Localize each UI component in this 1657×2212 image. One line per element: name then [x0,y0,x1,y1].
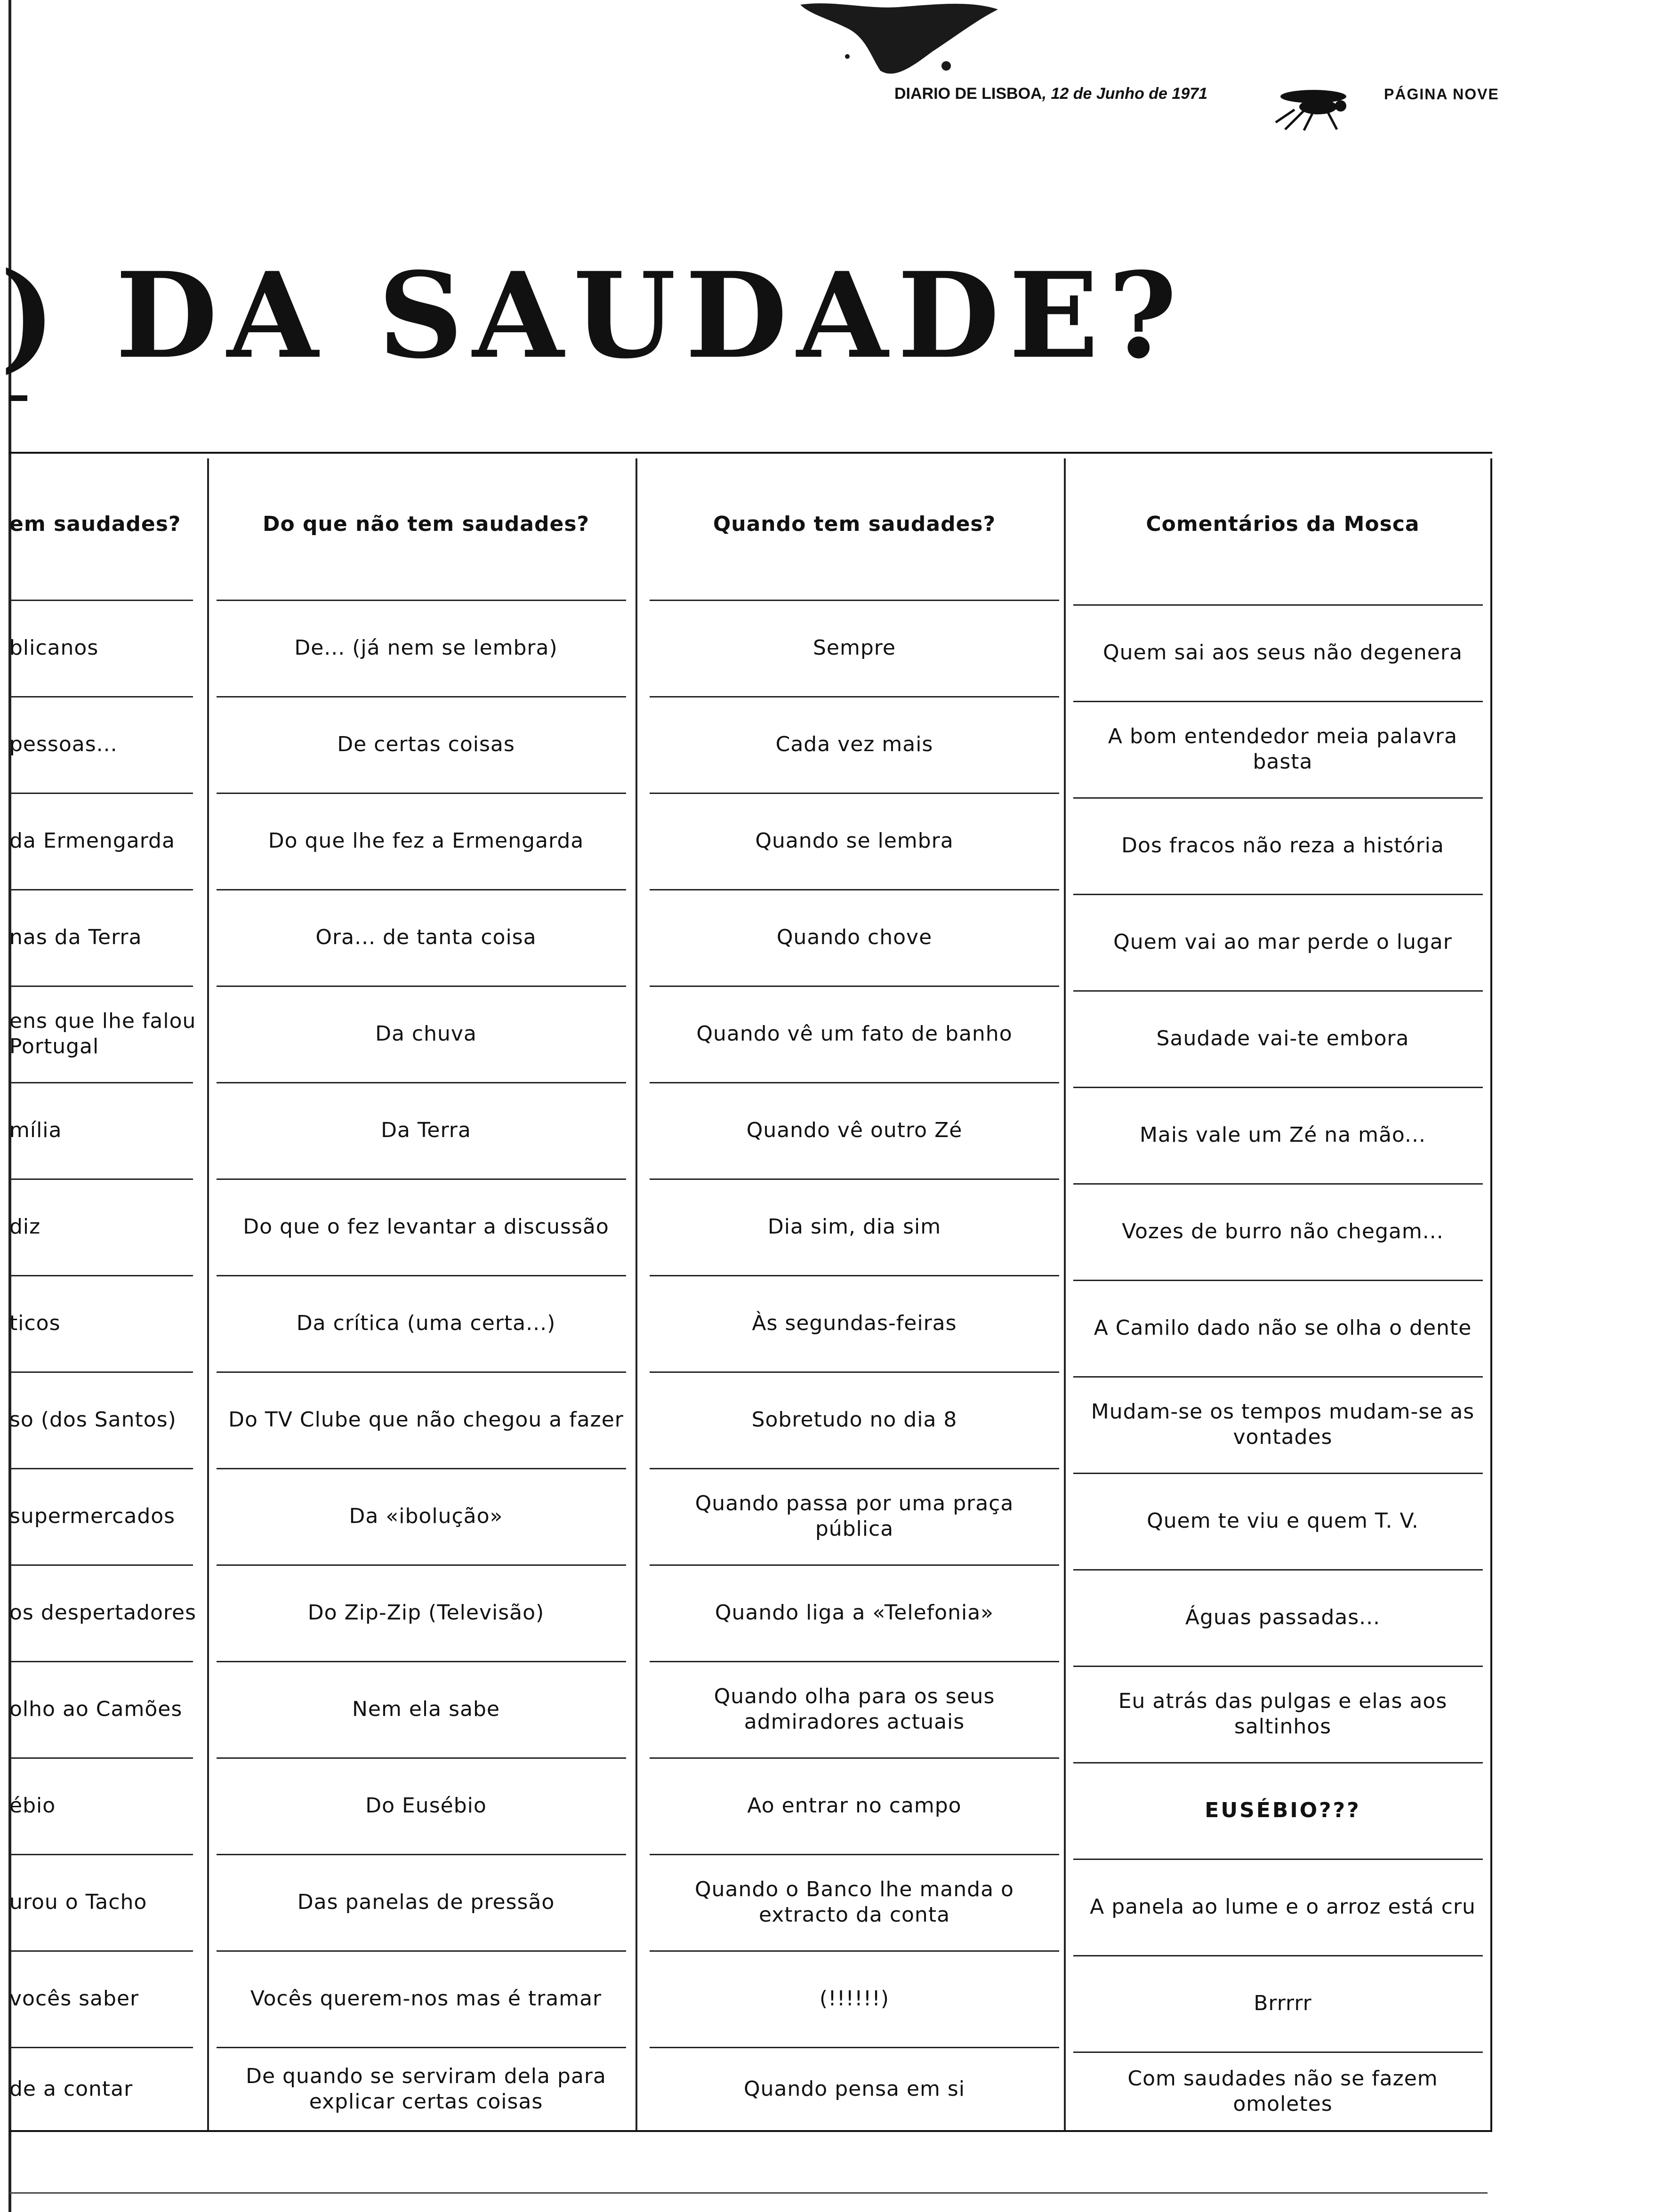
table-cell: Quando vê um fato de banho [696,1021,1013,1046]
row-rule [9,696,193,697]
table-cell: De... (já nem se lembra) [294,635,558,660]
column-divider [1064,458,1066,2130]
row-rule [9,793,193,794]
row-rule [1073,1666,1483,1667]
row-rule [650,600,1059,601]
row-rule [217,1950,626,1952]
row-rule [650,1371,1059,1373]
row-rule [217,2047,626,2048]
table-cell: Quando pensa em si [743,2077,965,2101]
row-rule [9,1468,193,1469]
table-cell: vocês saber [9,1986,139,2011]
row-rule [650,696,1059,697]
table-cell: Quando vê outro Zé [746,1118,963,1142]
row-rule [650,1757,1059,1759]
table-cell: Do Zip-Zip (Televisão) [307,1600,545,1625]
row-rule [217,889,626,890]
row-rule [650,1275,1059,1276]
table-cell: Quando liga a «Telefonia» [715,1600,994,1625]
table-cell: Quem vai ao mar perde o lugar [1113,930,1452,954]
row-rule [1073,1183,1483,1185]
row-rule [9,1757,193,1759]
row-rule [217,1371,626,1373]
row-rule [650,1661,1059,1662]
table-cell: Quando passa por uma praça pública [695,1491,1014,1541]
table-cell: Das panelas de pressão [297,1890,555,1914]
column-header: Do que não tem saudades? [262,512,590,536]
small-mark [9,395,27,401]
table-cell: A bom entendedor meia palavra basta [1108,724,1458,774]
row-rule [9,1371,193,1373]
row-rule [1073,1473,1483,1474]
table-cell: Quem te viu e quem T. V. [1147,1508,1419,1533]
row-rule [1073,1087,1483,1088]
column-divider [207,458,209,2130]
table-cell: Quando o Banco lhe manda o extracto da conta [695,1877,1014,1927]
top-rule [9,452,1492,454]
row-rule [217,1468,626,1469]
table-cell: EUSÉBIO??? [1205,1798,1361,1822]
table-cell: A Camilo dado não se olha o dente [1094,1315,1472,1340]
table-cell: Do TV Clube que não chegou a fazer [228,1407,624,1432]
row-rule [9,986,193,987]
table-cell: De certas coisas [337,732,515,756]
ink-blot [791,0,1007,85]
table-cell: Eu atrás das pulgas e elas aos saltinhos [1118,1689,1448,1739]
table-cell: Da chuva [375,1021,477,1046]
issue-date: , 12 de Junho de 1971 [1042,85,1208,103]
column-divider [635,458,637,2130]
table-cell: Dos fracos não reza a história [1121,833,1444,858]
row-rule [1073,797,1483,799]
row-rule [1073,1569,1483,1571]
table-cell: Sobretudo no dia 8 [751,1407,957,1432]
row-rule [217,1661,626,1662]
table-cell: A panela ao lume e o arroz está cru [1090,1894,1476,1919]
row-rule [9,1275,193,1276]
table-cell: Do Eusébio [365,1793,487,1818]
table-cell: mília [9,1118,62,1142]
table-cell: Vozes de burro não chegam... [1122,1219,1444,1243]
table-cell: Sempre [813,635,896,660]
fly-icon [1266,78,1360,134]
row-rule [1073,701,1483,702]
saudade-table [9,458,1492,2132]
row-rule [217,696,626,697]
column-header: em saudades? [9,512,181,536]
table-cell: ticos [9,1311,61,1335]
table-cell: diz [9,1214,41,1239]
row-rule [9,1854,193,1855]
table-cell: nas da Terra [9,925,142,949]
table-cell: Mudam-se os tempos mudam-se as vontades [1091,1399,1475,1449]
row-rule [650,793,1059,794]
row-rule [9,1178,193,1180]
column-header: Quando tem saudades? [713,512,996,536]
table-cell: blicanos [9,635,99,660]
page-number: PÁGINA NOVE [1384,86,1499,103]
bottom-rule [9,2192,1488,2194]
row-rule [1073,2052,1483,2053]
table-cell: ébio [9,1793,56,1818]
row-rule [1073,604,1483,606]
table-cell: Saudade vai-te embora [1156,1026,1409,1050]
table-cell: Nem ela sabe [352,1697,500,1721]
table-cell: Dia sim, dia sim [767,1214,941,1239]
table-cell: Às segundas-feiras [752,1311,957,1335]
table-cell: Com saudades não se fazem omoletes [1127,2067,1438,2116]
table-cell: de a contar [9,2077,133,2101]
table-cell: Do que lhe fez a Ermengarda [268,828,584,853]
table-cell: (!!!!!!) [819,1986,890,2011]
table-cell: so (dos Santos) [9,1407,177,1432]
row-rule [650,1178,1059,1180]
row-rule [650,1950,1059,1952]
table-cell: da Ermengarda [9,828,175,853]
table-cell: supermercados [9,1504,176,1528]
row-rule [217,1275,626,1276]
table-cell: Da crítica (uma certa...) [296,1311,556,1335]
row-rule [217,793,626,794]
row-rule [9,1950,193,1952]
row-rule [1073,1280,1483,1281]
row-rule [650,2047,1059,2048]
row-rule [650,1468,1059,1469]
row-rule [217,1564,626,1566]
row-rule [1073,990,1483,992]
table-cell: Do que o fez levantar a discussão [243,1214,609,1239]
row-rule [217,600,626,601]
row-rule [217,1082,626,1083]
table-cell: ens que lhe falou Portugal [9,1009,196,1058]
row-rule [9,2047,193,2048]
table-cell: Da «ibolução» [349,1504,503,1528]
row-rule [650,889,1059,890]
table-cell: olho ao Camões [9,1697,183,1721]
table-cell: Quem sai aos seus não degenera [1103,640,1463,665]
row-rule [9,889,193,890]
table-cell: Cada vez mais [775,732,933,756]
table-cell: Quando se lembra [755,828,954,853]
row-rule [9,1661,193,1662]
row-rule [1073,1955,1483,1956]
table-cell: Águas passadas... [1185,1605,1381,1629]
newspaper-name: DIARIO DE LISBOA [894,85,1042,103]
row-rule [9,1564,193,1566]
row-rule [217,1854,626,1855]
table-cell: De quando se serviram dela para explicar certas coisas [246,2064,606,2114]
row-rule [1073,894,1483,895]
table-cell: Brrrrr [1254,1991,1312,2015]
table-cell: Ao entrar no campo [747,1793,962,1818]
row-rule [1073,1762,1483,1763]
table-cell: pessoas... [9,732,118,756]
row-rule [650,1082,1059,1083]
row-rule [650,1564,1059,1566]
row-rule [1073,1859,1483,1860]
table-cell: Vocês querem-nos mas é tramar [250,1986,602,2011]
table-cell: Da Terra [381,1118,471,1142]
table-cell: Mais vale um Zé na mão... [1139,1122,1426,1147]
table-cell: Quando chove [776,925,933,949]
table-cell: os despertadores [9,1600,197,1625]
row-rule [650,1854,1059,1855]
row-rule [9,600,193,601]
row-rule [217,986,626,987]
column-header: Comentários da Mosca [1146,512,1420,536]
table-cell: urou o Tacho [9,1890,147,1914]
table-cell: Ora... de tanta coisa [315,925,537,949]
row-rule [1073,1376,1483,1378]
row-rule [217,1757,626,1759]
row-rule [650,986,1059,987]
row-rule [9,1082,193,1083]
row-rule [217,1178,626,1180]
table-cell: Quando olha para os seus admiradores actuais [714,1684,995,1734]
headline: ) DA SAUDADE? [0,246,1187,385]
